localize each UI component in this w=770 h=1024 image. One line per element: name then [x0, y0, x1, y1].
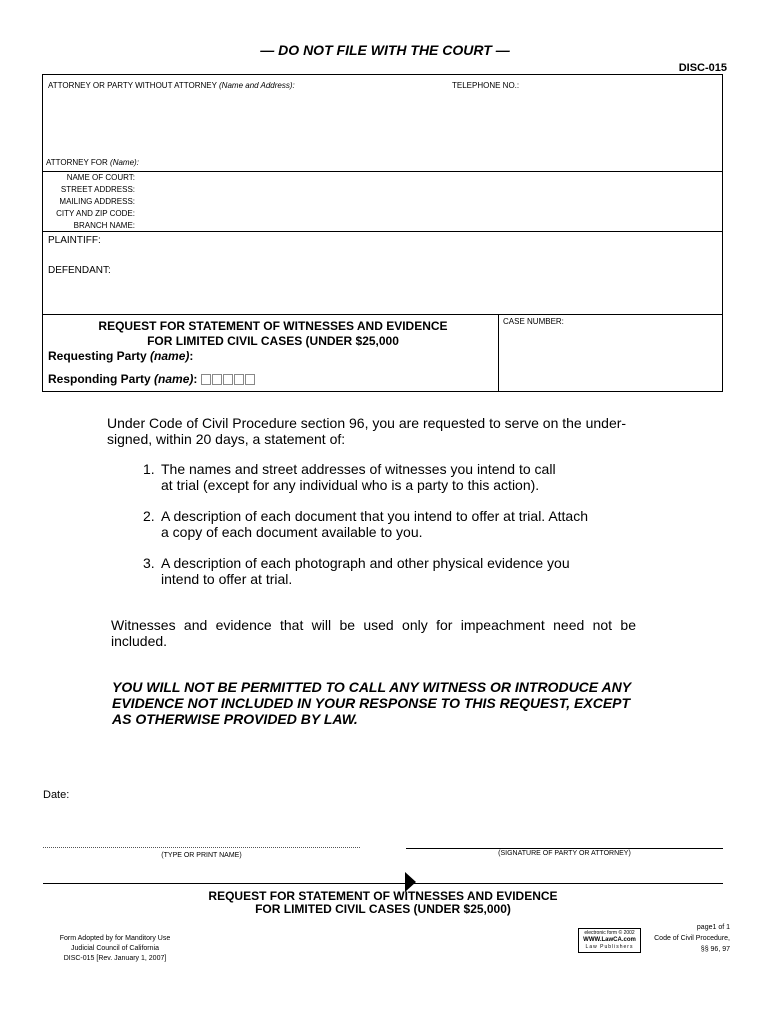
- footer-title-line1: REQUEST FOR STATEMENT OF WITNESSES AND EVIDENCE: [208, 889, 558, 903]
- item-1-line1: The names and street addresses of witnesses you intend to call: [161, 461, 556, 477]
- form-number: DISC-015: [678, 62, 727, 74]
- form-adopted-info: Form Adopted by for Manditory Use Judicial Council of California DISC-015 [Rev. January 1, 2007]: [59, 935, 171, 962]
- caption-title-line1: REQUEST FOR STATEMENT OF WITNESSES AND EVIDENCE: [98, 319, 448, 333]
- city-zip-label: CITY AND ZIP CODE:: [56, 209, 135, 218]
- intro-line1: Under Code of Civil Procedure section 96, you are requested to serve on the under-: [107, 415, 627, 431]
- date-label: Date:: [43, 789, 70, 801]
- attorney-label: ATTORNEY OR PARTY WITHOUT ATTORNEY (Name and Address):: [48, 81, 295, 90]
- item-2-line2: a copy of each document available to you.: [161, 524, 423, 540]
- footer-rule: [43, 883, 723, 884]
- mailing-address-label: MAILING ADDRESS:: [59, 197, 135, 206]
- divider: [43, 314, 722, 315]
- footer-title-line2: FOR LIMITED CIVIL CASES (UNDER $25,000): [255, 902, 511, 916]
- divider: [43, 231, 722, 232]
- code-reference: page1 of 1 Code of Civil Procedure, §§ 96, 97: [654, 924, 730, 953]
- item-1-number: 1.: [143, 461, 155, 477]
- item-3-number: 3.: [143, 555, 155, 571]
- case-number-label: CASE NUMBER:: [503, 317, 564, 326]
- warning-line3: AS OTHERWISE PROVIDED BY LAW.: [112, 711, 358, 727]
- warning-line1: YOU WILL NOT BE PERMITTED TO CALL ANY WITNESS OR INTRODUCE ANY: [112, 679, 632, 695]
- item-2-line1: A description of each document that you intend to offer at trial. Attach: [161, 508, 589, 524]
- warning-line2: EVIDENCE NOT INCLUDED IN YOUR RESPONSE TO THIS REQUEST, EXCEPT: [112, 695, 631, 711]
- intro-line2: signed, within 20 days, a statement of:: [107, 431, 346, 447]
- attorney-for-label: ATTORNEY FOR (Name):: [46, 158, 139, 167]
- impeachment-line2: included.: [111, 633, 168, 649]
- type-name-line[interactable]: [43, 847, 360, 848]
- type-name-label: (TYPE OR PRINT NAME): [161, 852, 242, 859]
- item-1-line2: at trial (except for any individual who is a party to this action).: [161, 477, 540, 493]
- branch-name-label: BRANCH NAME:: [73, 221, 135, 230]
- requesting-party-label: Requesting Party (name):: [48, 349, 194, 363]
- item-3-line2: intend to offer at trial.: [161, 571, 293, 587]
- divider: [43, 171, 722, 172]
- responding-party-field[interactable]: [201, 372, 256, 386]
- telephone-label: TELEPHONE NO.:: [452, 81, 520, 90]
- responding-party-label: Responding Party (name):: [48, 372, 256, 386]
- do-not-file-notice: — DO NOT FILE WITH THE COURT —: [260, 42, 510, 58]
- caption-box: [42, 74, 723, 392]
- signature-line[interactable]: [406, 848, 723, 849]
- lawca-logo: electronic form © 2002 WWW.LawCA.com Law Publishers: [578, 928, 641, 953]
- court-name-label: NAME OF COURT:: [66, 173, 135, 182]
- defendant-label: DEFENDANT:: [48, 265, 111, 276]
- street-address-label: STREET ADDRESS:: [60, 185, 135, 194]
- impeachment-line1: Witnesses and evidence that will be used only for impeachment need not be: [111, 617, 636, 633]
- caption-title-line2: FOR LIMITED CIVIL CASES (UNDER $25,000: [147, 334, 399, 348]
- item-2-number: 2.: [143, 508, 155, 524]
- signature-label: (SIGNATURE OF PARTY OR ATTORNEY): [498, 850, 631, 857]
- plaintiff-label: PLAINTIFF:: [48, 235, 101, 246]
- item-3-line1: A description of each photograph and other physical evidence you: [161, 555, 570, 571]
